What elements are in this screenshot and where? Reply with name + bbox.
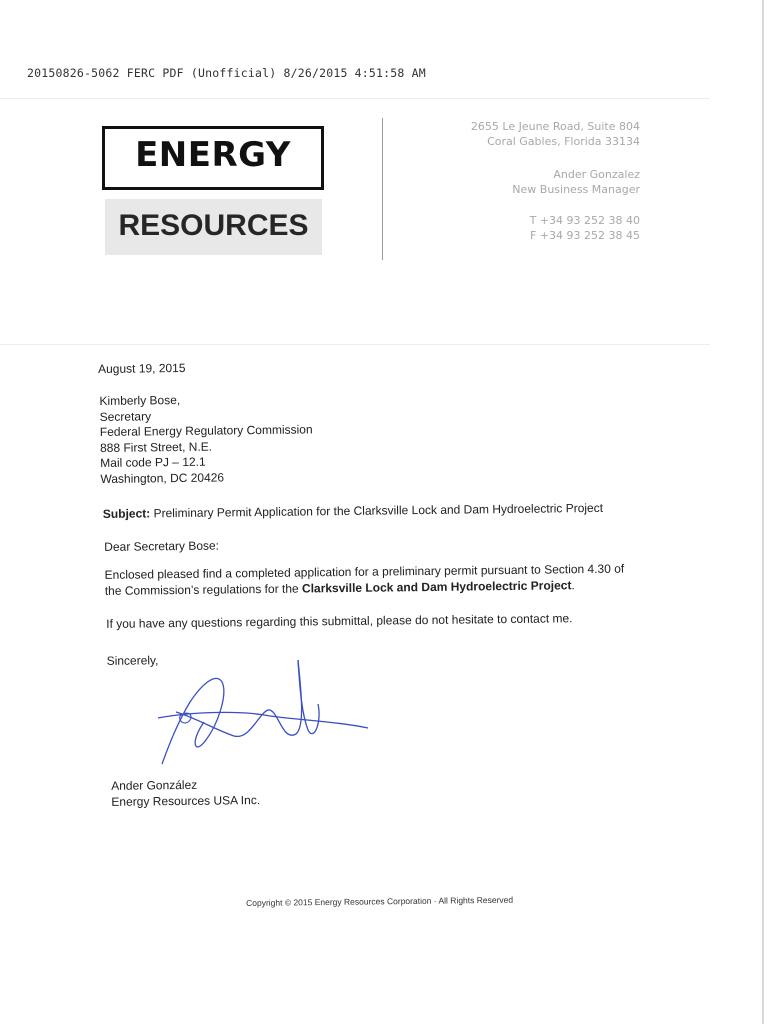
subject-line [103, 501, 603, 521]
recipient-line: Federal Energy Regulatory Commission [99, 422, 313, 439]
body-paragraph-1 [105, 561, 625, 599]
logo-resources-text: RESOURCES [118, 209, 309, 242]
letter-date: August 19, 2015 [98, 360, 186, 376]
signer-block [111, 777, 260, 810]
copyright-footer: Copyright © 2015 Energy Resources Corporation · All Rights Reserved [246, 894, 514, 908]
recipient-line: Secretary [99, 408, 152, 424]
subject-text: Preliminary Permit Application for the Clarksville Lock and Dam Hydroelectric Project [150, 500, 604, 521]
contact-person [512, 167, 640, 197]
letter-body [98, 355, 658, 809]
signer-name: Ander González [111, 777, 198, 793]
logo-resources-box [105, 199, 322, 255]
recipient-line: Washington, DC 20426 [100, 469, 225, 486]
recipient-line: 888 First Street, N.E. [99, 439, 213, 455]
contact-phone: T +34 93 252 38 40 [529, 214, 640, 227]
closing: Sincerely, [106, 653, 159, 668]
greeting: Dear Secretary Bose: [104, 538, 220, 554]
contact-phones [530, 213, 640, 243]
address-line-2: Coral Gables, Florida 33134 [487, 135, 640, 148]
contact-title: New Business Manager [512, 183, 640, 196]
address-line-1: 2655 Le Jeune Road, Suite 804 [470, 120, 640, 133]
recipient-line: Kimberly Bose, [99, 392, 181, 408]
header-rule [0, 98, 710, 99]
subject-label: Subject: [102, 506, 151, 521]
contact-address [471, 119, 640, 149]
page-edge [762, 0, 764, 1024]
signer-company: Energy Resources USA Inc. [111, 792, 261, 809]
body-text: . [571, 578, 575, 593]
letterhead-rule [0, 344, 710, 345]
ferc-stamp: 20150826-5062 FERC PDF (Unofficial) 8/26/2015 4:51:58 AM [27, 66, 426, 80]
contact-name: Ander Gonzalez [553, 168, 640, 181]
recipient-address [99, 391, 313, 487]
logo-energy-box [102, 126, 324, 190]
recipient-line: Mail code PJ – 12.1 [100, 454, 206, 470]
project-name: Clarksville Lock and Dam Hydroelectric Project [301, 578, 572, 596]
body-text: the Commission’s regulations for the [104, 581, 303, 598]
handwritten-signature [150, 652, 380, 772]
logo-energy-text: ENERGY [135, 135, 291, 175]
body-line: Enclosed pleased find a completed application for a preliminary permit pursuant to Section 4.30 of [104, 561, 625, 582]
contact-fax: F +34 93 252 38 45 [529, 229, 640, 242]
body-paragraph-2: If you have any questions regarding this submittal, please do not hesitate to contact me. [106, 611, 573, 631]
letterhead-divider [382, 118, 383, 260]
